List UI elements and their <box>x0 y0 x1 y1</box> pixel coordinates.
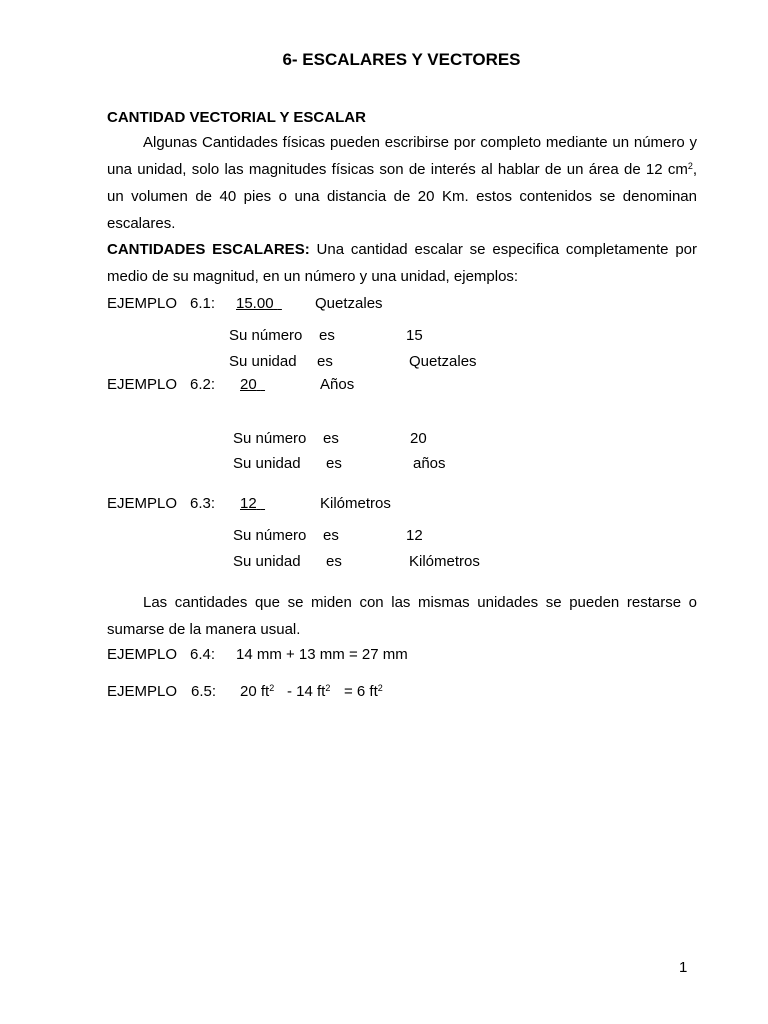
page-title: 6- ESCALARES Y VECTORES <box>282 50 521 69</box>
closing-paragraph: Las cantidades que se miden con las mismas unidades se pueden restarse o sumarse de la manera usual. <box>107 594 697 638</box>
expression-term-a <box>240 682 274 702</box>
row-key: Su número <box>229 327 303 344</box>
example-label: EJEMPLO <box>107 646 178 663</box>
row-es: es <box>323 430 339 447</box>
row-es: es <box>323 527 339 544</box>
row-value: 15 <box>406 327 423 344</box>
row-value: 12 <box>406 527 423 544</box>
page-number: 1 <box>679 959 688 976</box>
row-value: Kilómetros <box>409 553 480 570</box>
row-key: Su unidad <box>229 353 297 370</box>
example-value-underlined <box>236 294 383 314</box>
example-number: 6.2: <box>190 376 216 393</box>
example-value: 12 <box>240 495 257 512</box>
example-label: EJEMPLO <box>107 683 178 700</box>
term-a: 20 ft <box>240 683 270 700</box>
expression-term-b <box>287 682 330 702</box>
section-heading: CANTIDAD VECTORIAL Y ESCALAR <box>107 109 366 126</box>
row-value: 20 <box>410 430 427 447</box>
expression-term-c <box>344 682 383 702</box>
intro-paragraph <box>107 129 697 237</box>
escalares-label: CANTIDADES ESCALARES: <box>107 241 310 258</box>
row-value: Quetzales <box>409 353 477 370</box>
example-value-underlined <box>240 494 390 514</box>
row-key: Su número <box>233 430 307 447</box>
row-key: Su unidad <box>233 553 301 570</box>
example-number: 6.5: <box>191 683 217 700</box>
example-unit: Quetzales <box>315 295 383 312</box>
example-expression: 14 mm + 13 mm = 27 mm <box>236 646 408 663</box>
example-number: 6.3: <box>190 495 216 512</box>
row-es: es <box>317 353 333 370</box>
superscript: 2 <box>687 161 693 171</box>
example-label: EJEMPLO <box>107 376 178 393</box>
row-key: Su unidad <box>233 455 301 472</box>
example-label: EJEMPLO <box>107 495 178 512</box>
escalares-text: Una cantidad escalar se especifica completamente por medio de su magnitud, en un número y una unidad, ejemplos: <box>107 241 697 285</box>
row-es: es <box>326 455 342 472</box>
row-es: es <box>319 327 335 344</box>
intro-text-a: Algunas Cantidades físicas pueden escribirse por completo mediante un número y una unidad, solo las magnitudes físicas son de interés al hablar de un área de 12 cm <box>107 134 697 178</box>
superscript: 2 <box>269 683 275 693</box>
example-value-underlined <box>240 375 354 395</box>
example-number: 6.1: <box>190 295 216 312</box>
example-value: 15.00 <box>236 295 274 312</box>
example-value: 20 <box>240 376 257 393</box>
row-key: Su número <box>233 527 307 544</box>
intro-text-b: , un volumen de 40 pies o una distancia de 20 Km. estos contenidos se denominan escalares. <box>107 161 697 232</box>
term-b: - 14 ft <box>287 683 326 700</box>
example-unit: Años <box>320 376 355 393</box>
term-c: = 6 ft <box>344 683 378 700</box>
superscript: 2 <box>325 683 331 693</box>
example-number: 6.4: <box>190 646 216 663</box>
escalares-paragraph <box>107 236 697 290</box>
example-unit: Kilómetros <box>320 495 391 512</box>
example-label: EJEMPLO <box>107 295 178 312</box>
row-es: es <box>326 553 342 570</box>
row-value: años <box>413 455 446 472</box>
superscript: 2 <box>377 683 383 693</box>
